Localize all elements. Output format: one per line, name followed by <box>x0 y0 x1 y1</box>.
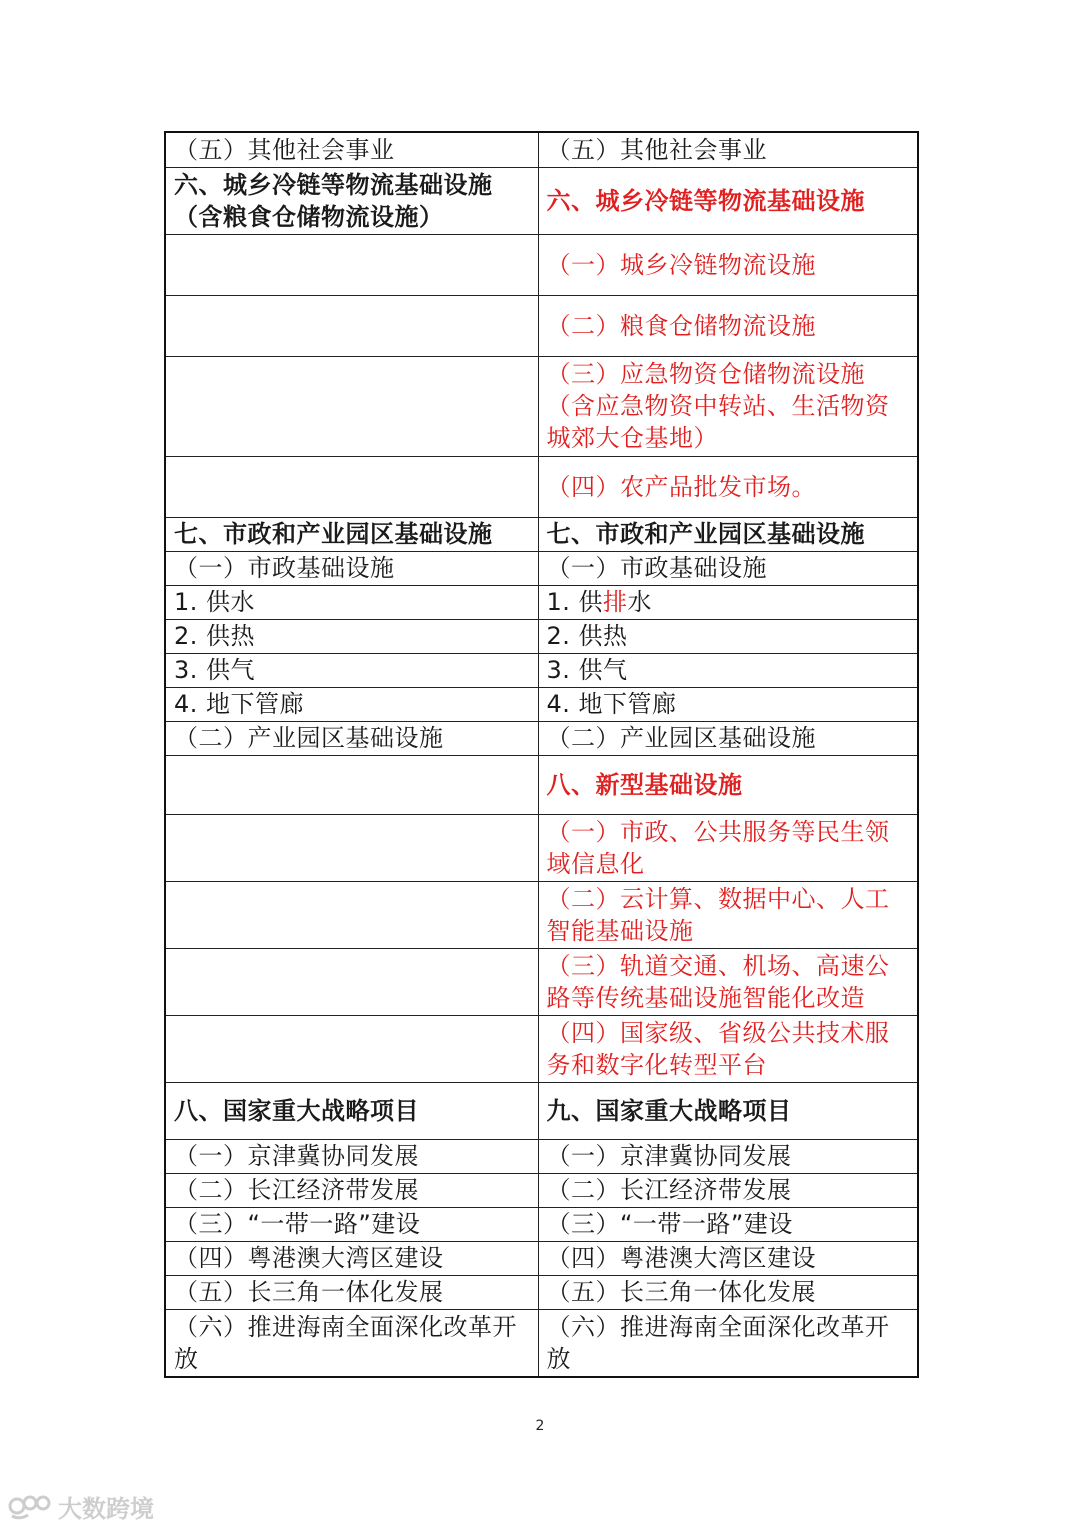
page-number: 2 <box>535 1418 545 1434</box>
new-catalog-cell: （四）国家级、省级公共技术服务和数字化转型平台 <box>538 1015 918 1082</box>
new-catalog-cell: （二）粮食仓储物流设施 <box>538 295 918 356</box>
brand-logo-icon <box>8 1491 54 1521</box>
table-row <box>165 1207 918 1241</box>
new-catalog-cell: （二）产业园区基础设施 <box>538 721 918 755</box>
old-catalog-cell <box>165 456 538 517</box>
table-row <box>165 167 918 234</box>
old-catalog-cell: 3. 供气 <box>165 653 538 687</box>
new-catalog-cell: 九、国家重大战略项目 <box>538 1082 918 1139</box>
new-catalog-cell: （二）云计算、数据中心、人工智能基础设施 <box>538 881 918 948</box>
old-catalog-cell <box>165 881 538 948</box>
new-catalog-cell: （五）其他社会事业 <box>538 132 918 167</box>
new-catalog-cell: （一）京津冀协同发展 <box>538 1139 918 1173</box>
old-catalog-cell: （一）京津冀协同发展 <box>165 1139 538 1173</box>
new-catalog-cell: （四）农产品批发市场。 <box>538 456 918 517</box>
new-catalog-cell: （一）市政基础设施 <box>538 551 918 585</box>
table-row <box>165 1309 918 1377</box>
table-row <box>165 619 918 653</box>
old-catalog-cell: （二）产业园区基础设施 <box>165 721 538 755</box>
table-row <box>165 687 918 721</box>
table-row <box>165 653 918 687</box>
old-catalog-cell: 2. 供热 <box>165 619 538 653</box>
old-catalog-cell: （一）市政基础设施 <box>165 551 538 585</box>
old-catalog-cell: 八、国家重大战略项目 <box>165 1082 538 1139</box>
old-catalog-cell: 1. 供水 <box>165 585 538 619</box>
table-row <box>165 721 918 755</box>
old-catalog-cell: （三）“一带一路”建设 <box>165 1207 538 1241</box>
table-row <box>165 456 918 517</box>
old-catalog-cell: 七、市政和产业园区基础设施 <box>165 517 538 551</box>
new-catalog-cell: （三）轨道交通、机场、高速公路等传统基础设施智能化改造 <box>538 948 918 1015</box>
old-catalog-cell <box>165 948 538 1015</box>
old-catalog-cell: （二）长江经济带发展 <box>165 1173 538 1207</box>
table-row <box>165 755 918 814</box>
old-catalog-cell: 六、城乡冷链等物流基础设施（含粮食仓储物流设施） <box>165 167 538 234</box>
table-row <box>165 132 918 167</box>
table-row <box>165 1015 918 1082</box>
table-row <box>165 814 918 881</box>
watermark-text: 大数跨境 <box>58 1494 154 1523</box>
old-catalog-cell: （四）粤港澳大湾区建设 <box>165 1241 538 1275</box>
table-body <box>165 132 918 1377</box>
new-catalog-cell: （二）长江经济带发展 <box>538 1173 918 1207</box>
new-catalog-cell: （六）推进海南全面深化改革开放 <box>538 1309 918 1377</box>
new-catalog-cell: 4. 地下管廊 <box>538 687 918 721</box>
table-row <box>165 585 918 619</box>
table-row <box>165 1173 918 1207</box>
old-catalog-cell <box>165 814 538 881</box>
new-catalog-cell: 七、市政和产业园区基础设施 <box>538 517 918 551</box>
old-catalog-cell: （五）长三角一体化发展 <box>165 1275 538 1309</box>
table-row <box>165 1275 918 1309</box>
cell-text: 水 <box>627 588 653 616</box>
new-catalog-cell: 3. 供气 <box>538 653 918 687</box>
old-catalog-cell: （五）其他社会事业 <box>165 132 538 167</box>
table-row <box>165 234 918 295</box>
table-row <box>165 881 918 948</box>
old-catalog-cell <box>165 234 538 295</box>
watermark <box>8 1488 154 1524</box>
old-catalog-cell <box>165 295 538 356</box>
new-catalog-cell: （三）应急物资仓储物流设施（含应急物资中转站、生活物资城郊大仓基地） <box>538 356 918 456</box>
table-row <box>165 1082 918 1139</box>
old-catalog-cell <box>165 1015 538 1082</box>
new-catalog-cell <box>538 585 918 619</box>
new-catalog-cell: （三）“一带一路”建设 <box>538 1207 918 1241</box>
table-row <box>165 948 918 1015</box>
table-row <box>165 517 918 551</box>
table-row <box>165 1139 918 1173</box>
old-catalog-cell: （六）推进海南全面深化改革开放 <box>165 1309 538 1377</box>
table-row <box>165 1241 918 1275</box>
new-catalog-cell: 八、新型基础设施 <box>538 755 918 814</box>
new-catalog-cell: （一）市政、公共服务等民生领域信息化 <box>538 814 918 881</box>
new-catalog-cell: （四）粤港澳大湾区建设 <box>538 1241 918 1275</box>
old-catalog-cell: 4. 地下管廊 <box>165 687 538 721</box>
table-row <box>165 551 918 585</box>
cell-text: 1. 供 <box>546 588 604 616</box>
table-row <box>165 356 918 456</box>
new-catalog-cell: 六、城乡冷链等物流基础设施 <box>538 167 918 234</box>
new-catalog-cell: 2. 供热 <box>538 619 918 653</box>
table-row <box>165 295 918 356</box>
old-catalog-cell <box>165 755 538 814</box>
new-catalog-cell: （五）长三角一体化发展 <box>538 1275 918 1309</box>
new-catalog-cell: （一）城乡冷链物流设施 <box>538 234 918 295</box>
comparison-table <box>164 131 919 1378</box>
highlighted-change: 排 <box>603 588 628 616</box>
old-catalog-cell <box>165 356 538 456</box>
